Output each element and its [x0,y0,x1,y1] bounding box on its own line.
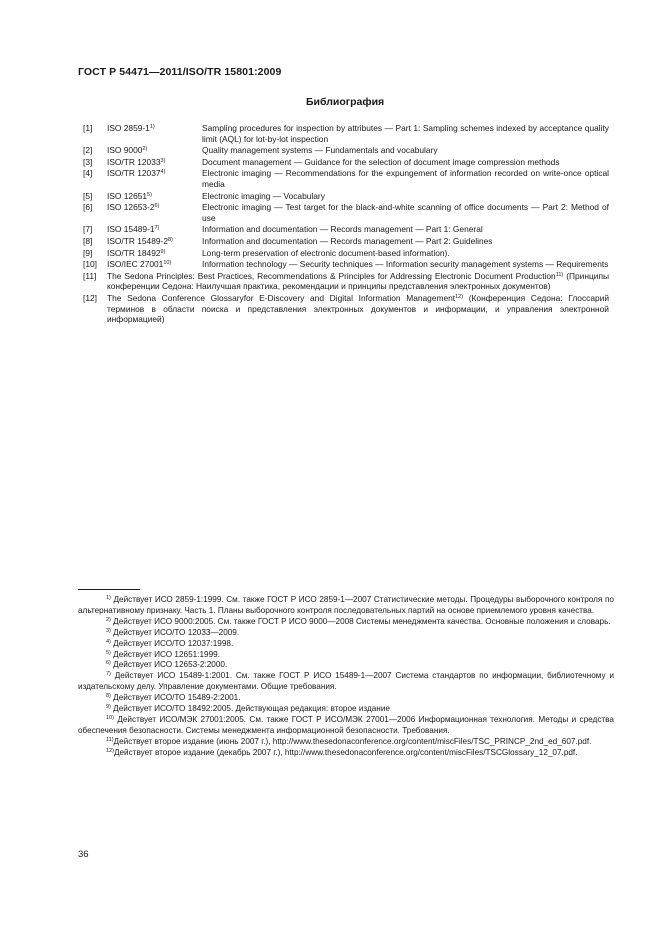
footnote-text: Действует ИСО 15489-1:2001. См. также ГОСТ Р ИСО 15489-1—2007 Система стандартов по информации, библиотечному и издательскому делу. Управление документами. Общие требования. [78,671,614,692]
footnote [78,715,614,737]
entry-number: [9] [83,247,93,258]
footnote [78,737,614,748]
bibliography-entry [83,248,609,259]
entry-title: Electronic imaging — Recommendations for the expungement of information recorded on write-once optical media [202,168,609,189]
footnote-mark: 4) [106,638,111,645]
entry-title: Quality management systems — Fundamentals and vocabulary [202,145,438,156]
footnote-mark: 12) [106,747,114,754]
footnote-text: Действует второе издание (декабрь 2007 г.), http://www.thesedonaconference.org/content/miscFiles/TSCGlossary_12_07.pdf. [113,747,578,757]
footnote-mark: 9) [106,704,111,711]
bibliography-entry [83,123,609,144]
bibliography-entry [83,157,609,168]
entry-title: Information and documentation — Records management — Part 2: Guidelines [202,235,493,246]
footnote [78,628,614,639]
section-title-text: Библиография [306,96,385,108]
entry-number: [7] [83,224,93,235]
entry-number: [6] [83,202,93,213]
entry-number: [12] [83,292,97,303]
entry-title: Information and documentation — Records management — Part 1: General [202,224,483,235]
footnotes [78,595,614,759]
footnote-text: Действует ИСО 12653-2:2000. [110,660,228,670]
bibliography-entry [83,236,609,247]
bibliography-entry [83,202,609,223]
entry-number: [3] [83,156,93,167]
entry-number: [8] [83,235,93,246]
footnote-separator [78,589,140,590]
footnote [78,693,614,704]
footnote-mark: 1) [106,595,111,601]
entry-standard: ISO/TR 15489-2$^{8)}$ [107,235,173,246]
footnote-text: Действует ИСО/ТО 15489-2:2001. [110,693,241,703]
entry-standard: ISO 9000$^{2)}$ [107,145,148,156]
footnote-mark: 3) [106,627,111,634]
bibliography-entry [83,191,609,202]
entry-number: [11] [83,270,97,281]
entry-number: [4] [83,168,93,179]
entry-number: [5] [83,190,93,201]
footnote [78,660,614,671]
footnote-mark: 5) [106,649,111,656]
entry-description: The Sedona Conference Glossaryfor E-Discovery and Digital Information Management$^{12)}$ (Конференция Седона: Глоссарий терминов в области поиска и представления электронных документов и информации, и управления электронной информацией) [107,292,610,325]
footnote-text: Действует ИСО 9000:2005. См. также ГОСТ Р ИСО 9000—2008 Системы менеджмента качества. Основные положения и словарь. [110,616,611,626]
footnote [78,650,614,661]
entry-title: Long-term preservation of electronic document-based information). [202,247,450,258]
entry-standard: ISO/TR 12037$^{4)}$ [107,168,166,179]
footnote-text: Действует ИСО 2859-1:1999. См. также ГОСТ Р ИСО 2859-1—2007 Статистические методы. Процедуры выборочного контроля по альтернативному признаку. Часть 1. Планы выборочного контроля последовательных партий на основе приемлемого уровня качества. [78,595,614,615]
footnote-text: Действует ИСО 12651:1999. [110,649,220,659]
bibliography-entry [83,224,609,235]
entry-title: Electronic imaging — Vocabulary [202,190,325,201]
footnote-mark: 7) [106,671,111,678]
footnote-mark: 10) [106,714,114,721]
entry-number: [2] [83,145,93,156]
document-header: ГОСТ Р 54471—2011/ISO/TR 15801:2009 [78,66,282,78]
entry-number: [1] [83,123,93,133]
bibliography-entry [83,271,609,292]
bibliography-entry [83,145,609,156]
entry-standard: ISO/IEC 27001$^{10)}$ [107,259,172,270]
footnote [78,639,614,650]
footnote-text: Действует второе издание (июнь 2007 г.), http://www.thesedonaconference.org/content/miscFiles/TSC_PRINCP_2nd_ed_607.pdf. [113,736,592,746]
entry-title: Sampling procedures for inspection by attributes — Part 1: Sampling schemes indexed by acceptance quality limit (AQL) for lot-by-lot inspection [202,123,609,144]
page-number: 36 [78,849,89,860]
footnote-mark: 6) [106,660,111,667]
entry-standard: ISO/TR 18492$^{9)}$ [107,247,166,258]
footnote-mark: 11) [106,736,114,743]
entry-title: Electronic imaging — Test target for the black-and-white scanning of office documents — Part 2: Method of use [202,202,609,223]
bibliography-entry [83,293,609,325]
footnote [78,595,614,617]
entry-standard: ISO 15489-1$^{7)}$ [107,224,160,235]
entry-description: The Sedona Principles: Best Practices, Recommendations & Principles for Addressing Electronic Document Production$^{11)}$ (Принципы конференции Седона: Наилучшая практика, рекомендации и принципы представления электронных документов) [107,270,609,292]
footnote-text: Действует ИСО/ТО 12037:1998. [110,638,234,648]
footnote [78,671,614,693]
bibliography-list [83,123,609,326]
entry-title: Information technology — Security techniques — Information security management systems — Requirements [202,259,609,270]
entry-number: [10] [83,259,97,270]
footnote [78,748,614,759]
entry-standard: ISO/TR 12033$^{3)}$ [107,156,166,167]
bibliography-entry [83,259,609,270]
entry-standard: ISO 2859-1$^{1)}$ [107,123,155,133]
footnote-mark: 2) [106,616,111,623]
entry-standard: ISO 12653-2$^{6)}$ [107,202,160,213]
footnote [78,704,614,715]
footnote-text: Действует ИСО/ТО 18492:2005. Действующая редакция: второе издание [110,704,390,714]
footnote-mark: 8) [106,693,111,700]
footnote-text: Действует ИСО/МЭК 27001:2005. См. также ГОСТ Р ИСО/МЭК 27001—2006 Информационная технология. Методы и средства обеспечения безопасности. Системы менеджмента информационной безопасности. Требования. [78,714,614,735]
bibliography-entry [83,168,609,189]
footnote [78,617,614,628]
footnote-text: Действует ИСО/ТО 12033—2009. [110,627,240,637]
entry-title: Document management — Guidance for the selection of document image compression methods [202,156,560,167]
entry-standard: ISO 12651$^{5)}$ [107,190,152,201]
